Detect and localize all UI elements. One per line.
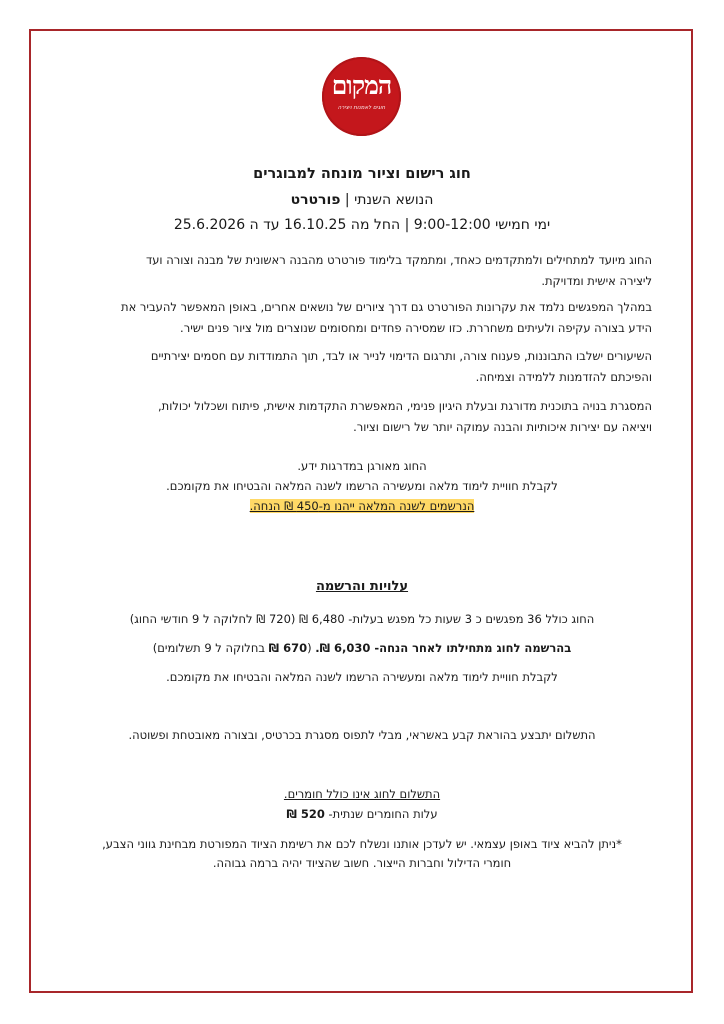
discount-price-line bbox=[60, 639, 664, 657]
discount-highlight: הנרשמים לשנה המלאה ייהנו מ-450 ₪ הנחה. bbox=[249, 499, 475, 513]
discount-highlight-row bbox=[60, 497, 664, 515]
intro-line: ליצירה אישית ומדויקת. bbox=[541, 274, 652, 288]
course-price-line: החוג כולל 36 מפגשים כ 3 שעות כל מפגש בעלות- 6,480 ₪ (720 ₪ לחלוקה ל 9 חודשי החוג) bbox=[129, 612, 595, 626]
intro-line: המסגרת בנויה בתוכנית מדורגת ובעלת היגיון פנימי, המאפשרת התקדמות אישית, פיתוח ושכלול יכולות, bbox=[157, 399, 652, 413]
monthly-amount: 670 ₪ bbox=[268, 641, 308, 655]
costs-heading: עלויות והרשמה bbox=[315, 579, 409, 594]
intro-line: ויציאה עם יצירות איכותיות והבנה עמוקה יותר של רישום וציור. bbox=[353, 420, 652, 434]
intro-paragraph-4 bbox=[72, 396, 652, 438]
equipment-note-line-1: *ניתן להביא ציוד באופן עצמאי. יש לעדכן אותנו ונשלח לכם את רשימת הציוד המפורטת מבחינת גווני הצבע, bbox=[102, 837, 622, 851]
intro-line: במהלך המפגשים נלמד את עקרונות הפורטרט גם דרך ציורים של נושאים אחרים, באופן המאפשר להעביר את bbox=[121, 300, 652, 314]
annual-topic-prefix: הנושא השנתי | bbox=[340, 192, 434, 208]
schedule-line: ימי חמישי 9:00-12:00 | החל מה 16.10.25 עד ה 25.6.2026 bbox=[173, 217, 551, 233]
logo-wordmark: המקום bbox=[331, 71, 392, 100]
levels-line: החוג מאורגן במדרגות ידע. bbox=[297, 459, 427, 473]
full-year-cta-2: לקבלת חוויית לימוד מלאה ומעשירה הרשמו לשנה המלאה והבטיחו את מקומכם. bbox=[166, 670, 558, 684]
materials-heading: התשלום לחוג אינו כולל חומרים. bbox=[283, 787, 441, 801]
equipment-note-line-2: חומרי הדילול וחברות הייצור. חשוב שהציוד יהיה ברמה גבוהה. bbox=[212, 856, 512, 870]
materials-cost-line bbox=[60, 805, 664, 823]
intro-line: החוג מיועד למתחילים ולמתקדמים כאחד, ומתמקד בלימוד פורטרט מהבנה ראשונית של מבנה וצורה ועד bbox=[145, 253, 652, 267]
annual-topic-name: פורטרט bbox=[290, 192, 341, 208]
payment-method-line: התשלום יתבצע בהוראת קבע באשראי, מבלי לתפוס מסגרת בכרטיס, ובצורה מאובטחת ופשוטה. bbox=[128, 728, 596, 742]
logo-tagline: חוגים לאמנות ויצירה bbox=[337, 105, 386, 111]
full-year-cta: לקבלת חוויית לימוד מלאה ומעשירה הרשמו לשנה המלאה והבטיחו את מקומכם. bbox=[166, 479, 558, 493]
discount-price-paren: ( bbox=[307, 641, 316, 655]
intro-paragraph-3 bbox=[72, 346, 652, 388]
intro-line: השיעורים ישלבו התבוננות, פענוח צורה, ותרגום הדימוי לנייר או לבד, תוך התמודדות עם חסמים יצירתיים bbox=[150, 349, 652, 363]
materials-cost-label: עלות החומרים שנתית- bbox=[324, 807, 438, 821]
page-title: חוג רישום וציור מונחה למבוגרים bbox=[253, 166, 471, 182]
intro-paragraph-2 bbox=[72, 297, 652, 339]
intro-line: והפיכתם להזדמנות ללמידה וצמיחה. bbox=[475, 370, 652, 384]
discount-price-bold: בהרשמה לחוג מתחילתו לאחר הנחה- 6,030 ₪. bbox=[315, 641, 572, 655]
intro-line: הידע בצורה עקיפה ולעיתים משחררת. כזו שמסירה פחדים ומחסומים שנוצרים מול ציור פנים ישיר. bbox=[180, 321, 652, 335]
intro-paragraph-1 bbox=[72, 250, 652, 292]
annual-topic bbox=[80, 190, 644, 210]
installments-text: בחלוקה ל 9 תשלומים) bbox=[152, 641, 269, 655]
hamakom-logo bbox=[322, 57, 401, 136]
materials-cost-value: 520 ₪ bbox=[286, 807, 325, 821]
